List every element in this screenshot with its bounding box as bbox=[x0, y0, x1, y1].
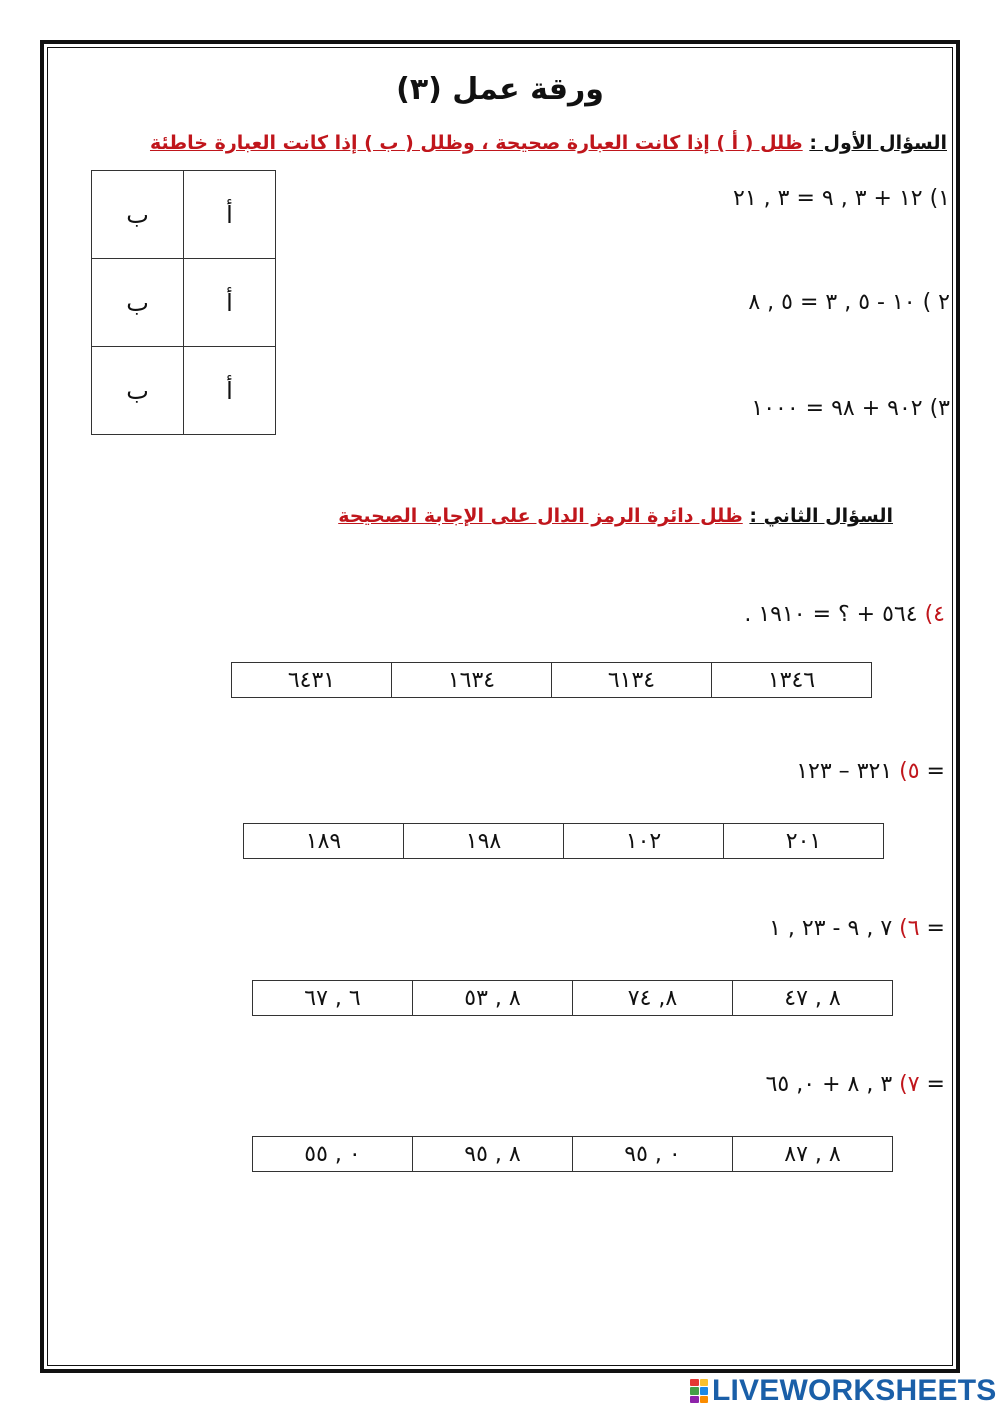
option-cell[interactable]: ٨ , ٥٣ bbox=[413, 981, 573, 1016]
q2-label: السؤال الثاني : bbox=[749, 505, 893, 527]
item-text: ٣٢١ – ١٢٣ = bbox=[796, 759, 945, 784]
item-text: ٣ , ٨ + ٠, ٦٥ = bbox=[765, 1072, 945, 1097]
option-cell[interactable]: ٨, ٧٤ bbox=[573, 981, 733, 1016]
option-cell[interactable]: ١٠٢ bbox=[564, 824, 724, 859]
option-cell[interactable]: ٨ , ٨٧ bbox=[733, 1137, 893, 1172]
brand-name: LIVEWORKSHEETS bbox=[712, 1374, 997, 1407]
q1-instruction: ظلل ( أ ) إذا كانت العبارة صحيحة ، وظلل ( ب ) إذا كانت العبارة خاطئة bbox=[149, 132, 803, 154]
q1-item-3: ٣) ٩٠٢ + ٩٨ = ١٠٠٠ bbox=[751, 396, 950, 421]
q2-options-4 bbox=[231, 662, 872, 698]
option-cell[interactable]: ٠ , ٥٥ bbox=[253, 1137, 413, 1172]
option-cell[interactable]: ٢٠١ bbox=[724, 824, 884, 859]
worksheet-title: ورقة عمل (٣) bbox=[396, 72, 604, 107]
choice-a-3[interactable]: أ bbox=[184, 347, 276, 435]
q1-answer-table bbox=[91, 170, 276, 435]
option-cell[interactable]: ٠ , ٩٥ bbox=[573, 1137, 733, 1172]
option-cell[interactable]: ٨ , ٤٧ bbox=[733, 981, 893, 1016]
q2-item-5 bbox=[796, 759, 945, 784]
q2-options-5 bbox=[243, 823, 884, 859]
choice-b-3[interactable]: ب bbox=[92, 347, 184, 435]
q2-item-6 bbox=[769, 916, 945, 941]
option-cell[interactable]: ١٨٩ bbox=[244, 824, 404, 859]
q2-item-4 bbox=[744, 602, 945, 627]
option-cell[interactable]: ٨ , ٩٥ bbox=[413, 1137, 573, 1172]
q1-item-1: ١) ١٢ + ٣ , ٩ = ٣ , ٢١ bbox=[733, 186, 950, 211]
logo-grid-icon bbox=[690, 1379, 708, 1403]
option-cell[interactable]: ٦ , ٦٧ bbox=[253, 981, 413, 1016]
q1-heading bbox=[150, 132, 947, 154]
option-cell[interactable]: ٦٤٣١ bbox=[232, 663, 392, 698]
q1-answer-row-3 bbox=[92, 347, 276, 435]
option-cell[interactable]: ١٣٤٦ bbox=[712, 663, 872, 698]
item-text: ٧ , ٩ - ٢٣ , ١ = bbox=[769, 916, 945, 941]
choice-b-1[interactable]: ب bbox=[92, 171, 184, 259]
item-number: ٦) bbox=[899, 916, 920, 941]
option-cell[interactable]: ١٩٨ bbox=[404, 824, 564, 859]
q2-options-6 bbox=[252, 980, 893, 1016]
q1-item-2: ٢ ) ١٠ - ٥ , ٣ = ٥ , ٨ bbox=[748, 290, 950, 315]
q1-answer-row-2 bbox=[92, 259, 276, 347]
q1-label: السؤال الأول : bbox=[809, 132, 947, 154]
item-number: ٥) bbox=[899, 759, 920, 784]
option-cell[interactable]: ١٦٣٤ bbox=[392, 663, 552, 698]
choice-a-1[interactable]: أ bbox=[184, 171, 276, 259]
liveworksheets-logo bbox=[690, 1374, 997, 1408]
item-number: ٤) bbox=[924, 602, 945, 627]
choice-b-2[interactable]: ب bbox=[92, 259, 184, 347]
item-text: ٥٦٤ + ؟ = ١٩١٠ . bbox=[744, 602, 918, 627]
choice-a-2[interactable]: أ bbox=[184, 259, 276, 347]
q2-item-7 bbox=[766, 1072, 945, 1097]
option-cell[interactable]: ٦١٣٤ bbox=[552, 663, 712, 698]
q1-answer-row-1 bbox=[92, 171, 276, 259]
q2-instruction: ظلل دائرة الرمز الدال على الإجابة الصحيحة bbox=[338, 505, 743, 527]
item-number: ٧) bbox=[899, 1072, 920, 1097]
q2-options-7 bbox=[252, 1136, 893, 1172]
q2-heading bbox=[338, 505, 893, 527]
